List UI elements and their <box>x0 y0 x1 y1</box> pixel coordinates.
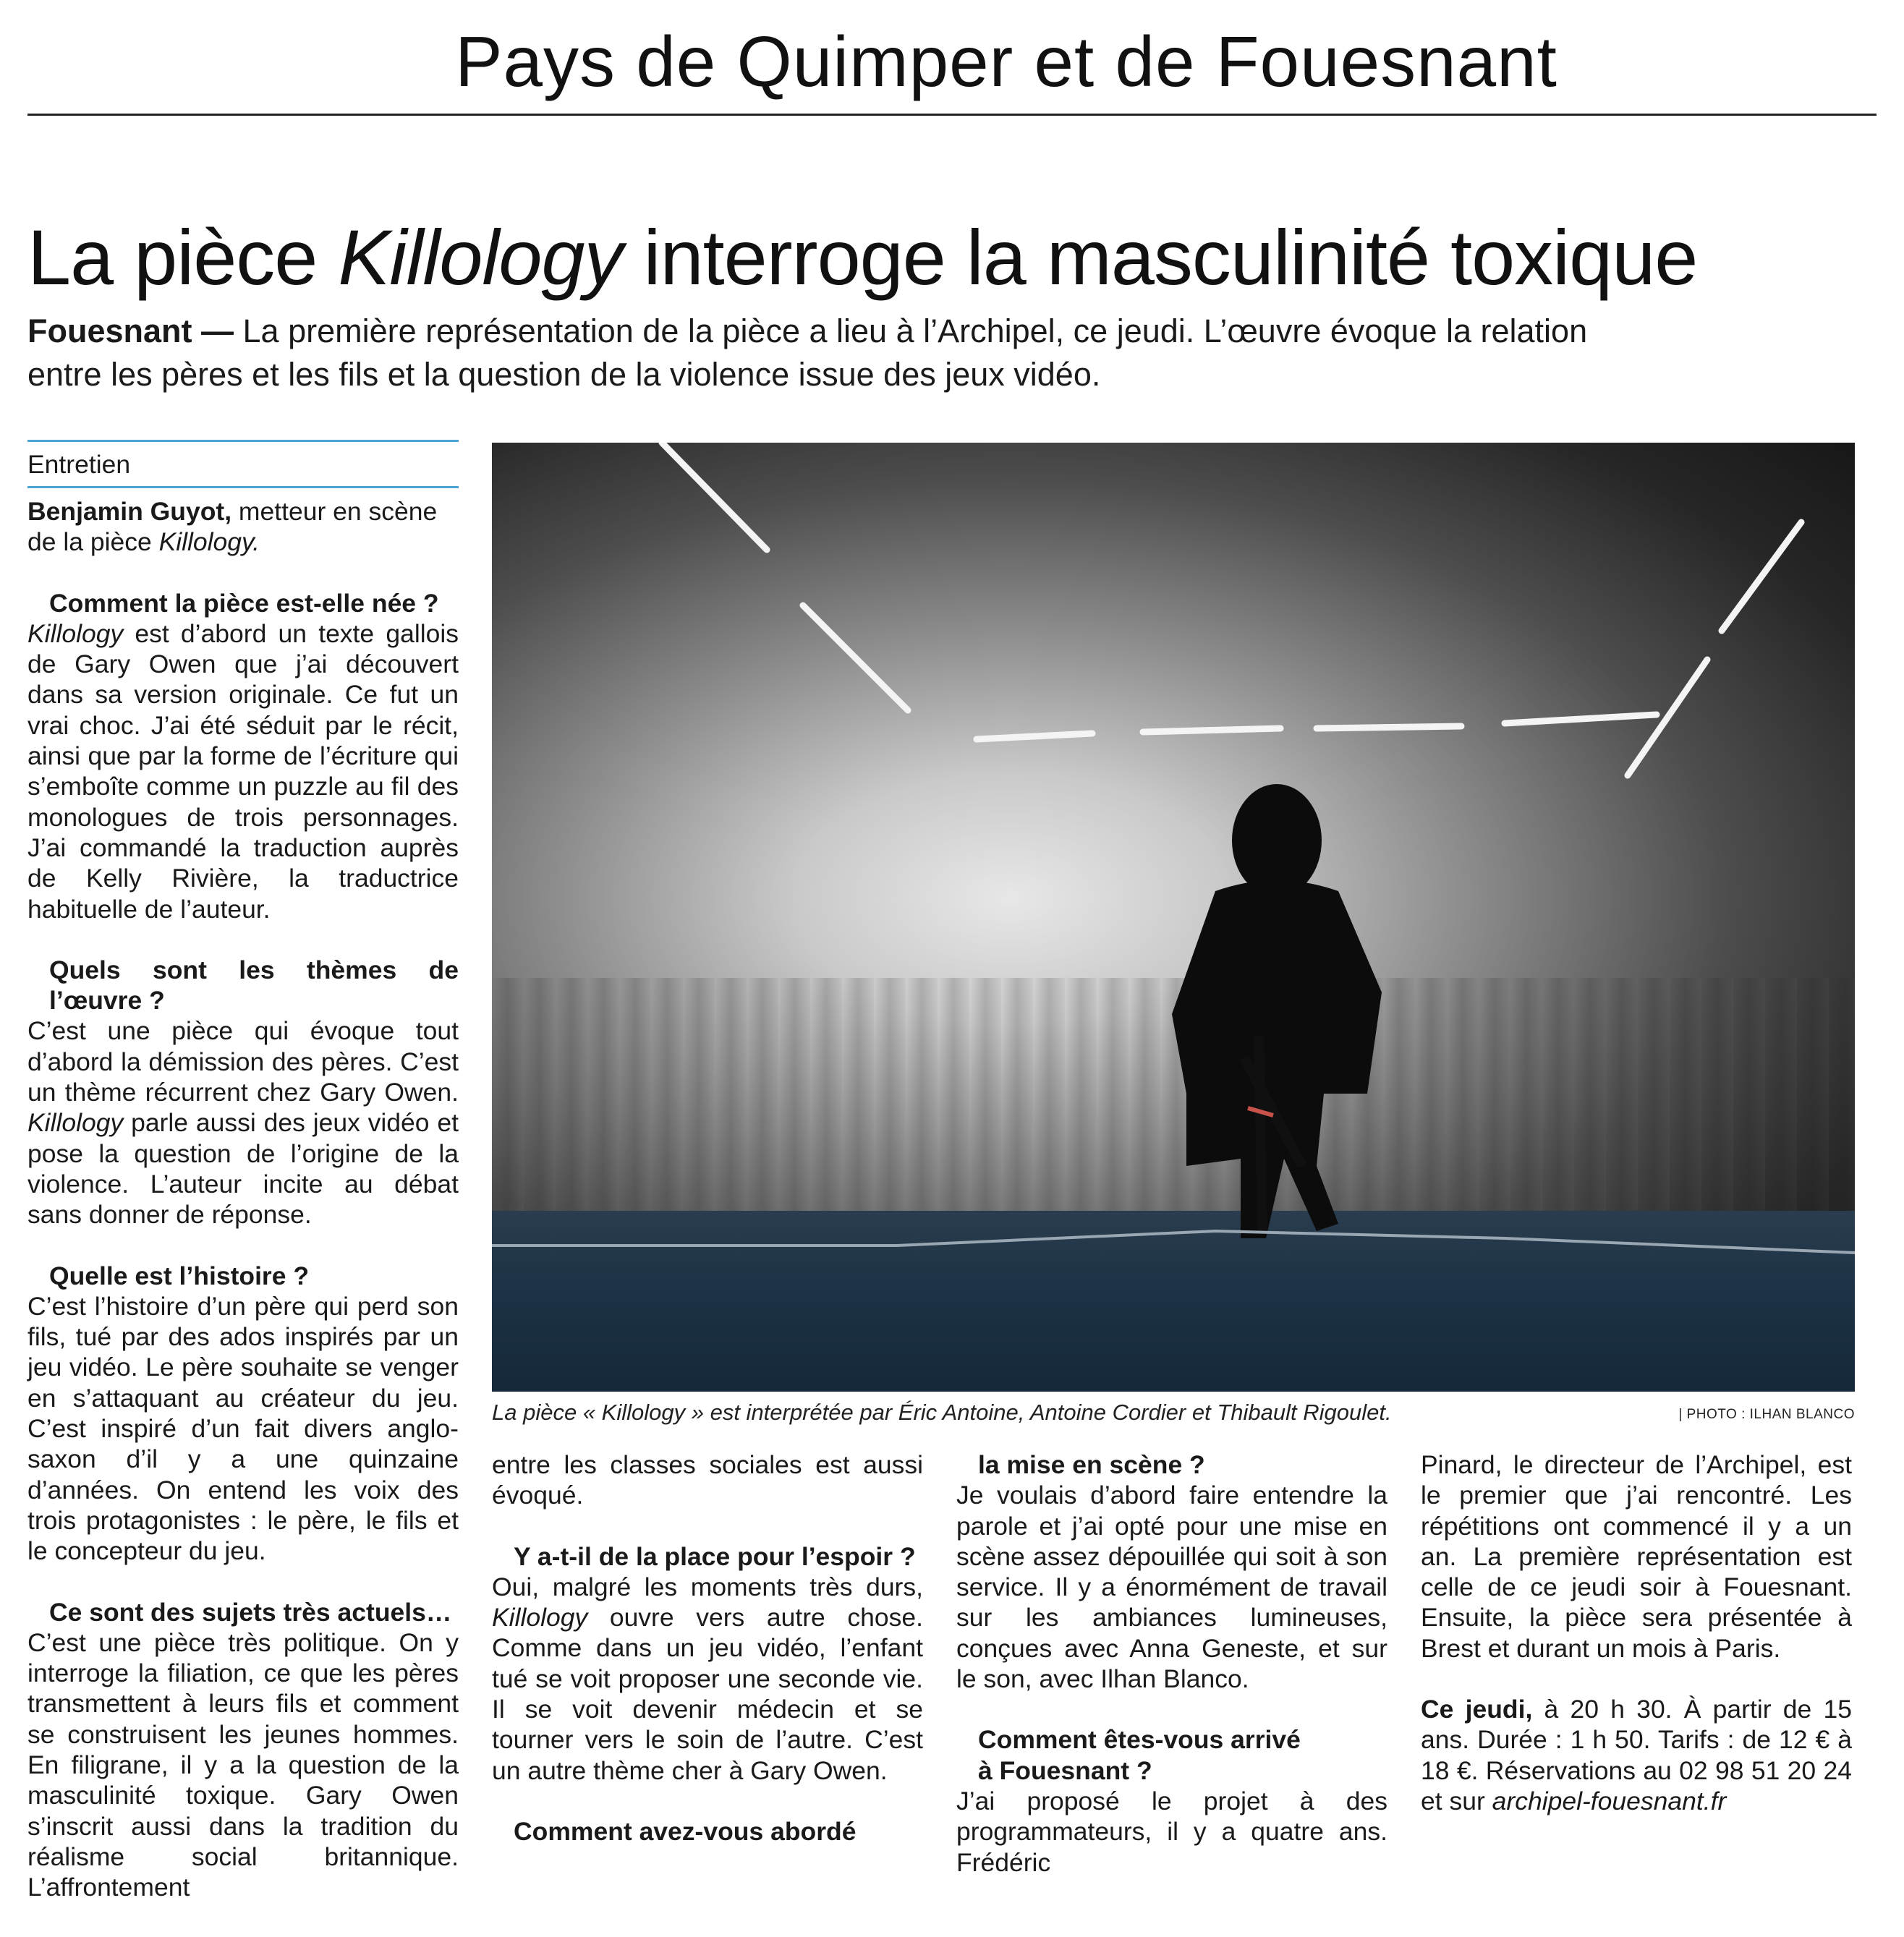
question-1: Comment la pièce est-elle née ? <box>49 588 439 618</box>
answer-5-text1: Oui, malgré les moments très durs, <box>492 1572 923 1601</box>
answer-1-text: est d’abord un texte gallois de Gary Owen que j’ai découvert dans sa version originale. Ce fut un vrai choc. J’ai été séduit par le récit, ainsi que par la forme de l’écriture qui s’emboîte comme un puzzle au fil des monologues de trois personnages. J’ai commandé la traduction auprès de Kelly Rivière, la traductrice habituelle de l’auteur. <box>27 618 459 924</box>
interviewee-name: Benjamin Guyot, <box>27 497 232 526</box>
intro-play-title: Killology. <box>158 527 260 557</box>
website-link[interactable]: archipel-fouesnant.fr <box>1492 1786 1727 1815</box>
section-rule <box>27 114 1877 116</box>
theatre-stage-photo <box>492 443 1855 1392</box>
stage-scene-svg <box>492 443 1855 1392</box>
label-rule-top <box>27 440 459 442</box>
answer-7-part1: J’ai proposé le projet à des programmateurs, il y a quatre ans. Frédéric <box>956 1786 1387 1877</box>
photo-caption: La pièce « Killology » est interprétée par Éric Antoine, Antoine Cordier et Thibault Rigoulet. <box>492 1400 1392 1425</box>
practical-info <box>1421 1694 1852 1816</box>
question-2: Quels sont les thèmes de l’œuvre ? <box>49 955 459 1016</box>
practical-info-date: Ce jeudi, <box>1421 1695 1533 1724</box>
column-3 <box>956 1449 1387 1878</box>
answer-2-text2: parle aussi des jeux vidéo et pose la question de l’origine de la violence. L’auteur incite au débat sans donner de réponse. <box>27 1108 459 1230</box>
answer-3: C’est l’histoire d’un père qui perd son fils, tué par des ados inspirés par un jeu vidéo. Le père souhaite se venger en s’attaquant au créateur du jeu. C’est inspiré d’un fait divers anglo-saxon d’il y a une quinzaine d’années. On entend les voix des trois protagonistes : le père, le fils et le concepteur du jeu. <box>27 1291 459 1566</box>
practical-info-text: à 20 h 30. À partir de 15 ans. Durée : 1 h 50. Tarifs : de 12 € à 18 €. Réservations au 02 98 51 20 24 et sur <box>1421 1695 1852 1815</box>
question-6-part1: Comment avez-vous abordé <box>514 1816 857 1846</box>
intro <box>27 496 459 558</box>
question-3: Quelle est l’histoire ? <box>49 1261 310 1290</box>
answer-4-part1: C’est une pièce très politique. On y interroge la filiation, ce que les pères transmettent à leurs fils et comment se construisent les jeunes hommes. En filigrane, il y a la question de la masculinité toxique. Gary Owen s’inscrit aussi dans la tradition du réalisme social britannique. L’affrontement <box>27 1627 459 1902</box>
chapo-place: Fouesnant — <box>27 312 234 349</box>
question-7-part1: Comment êtes-vous arrivé <box>978 1725 1301 1755</box>
answer-4-part2: entre les classes sociales est aussi évoqué. <box>492 1450 923 1510</box>
question-7-part2: à Fouesnant ? <box>978 1755 1152 1785</box>
answer-5-text2: ouvre vers autre chose. Comme dans un jeu vidéo, l’enfant tué se voit proposer une seconde vie. Il se voit devenir médecin et se tourner vers le soin de l’autre. C’est un autre thème cher à Gary Owen. <box>492 1603 923 1785</box>
headline-start: La pièce <box>27 213 339 301</box>
answer-2-text1: C’est une pièce qui évoque tout d’abord la démission des pères. C’est un thème récurrent chez Gary Owen. <box>27 1016 459 1107</box>
label-rule-bottom <box>27 486 459 488</box>
interviewee-role: metteur en scène de la pièce <box>27 497 438 557</box>
answer-5-italic: Killology <box>492 1603 588 1632</box>
section-title: Pays de Quimper et de Fouesnant <box>455 22 1557 101</box>
headline-end: interroge la masculinité toxique <box>622 213 1698 301</box>
headline-play-title: Killology <box>338 213 623 301</box>
answer-7-part2: Pinard, le directeur de l’Archipel, est le premier que j’ai rencontré. Les répétitions ont commencé il y a un an. La première représentation est celle de ce jeudi soir à Fouesnant. Ensuite, la pièce sera présentée à Brest et durant un mois à Paris. <box>1421 1450 1852 1663</box>
answer-1 <box>27 618 459 924</box>
answer-1-italic: Killology <box>27 618 124 648</box>
stage-floor-line <box>492 1231 1855 1253</box>
chapo <box>27 310 1641 396</box>
answer-5 <box>492 1572 923 1786</box>
hooded-figure-on-bike <box>1172 784 1382 1238</box>
stage-light-bars <box>662 443 1801 775</box>
column-4 <box>1421 1449 1852 1816</box>
question-5: Y a-t-il de la place pour l’espoir ? <box>514 1541 916 1571</box>
chapo-text: La première représentation de la pièce a lieu à l’Archipel, ce jeudi. L’œuvre évoque la relation entre les pères et les fils et la question de la violence issue des jeux vidéo. <box>27 312 1588 393</box>
question-4: Ce sont des sujets très actuels… <box>49 1597 452 1627</box>
column-2 <box>492 1449 923 1847</box>
answer-2 <box>27 1016 459 1230</box>
question-6-part2: la mise en scène ? <box>978 1450 1205 1479</box>
interview-label: Entretien <box>27 450 131 479</box>
headline <box>27 214 1894 301</box>
photo-credit: | PHOTO : ILHAN BLANCO <box>1678 1407 1855 1422</box>
answer-2-italic: Killology <box>27 1108 124 1138</box>
answer-6: Je voulais d’abord faire entendre la parole et j’ai opté pour une mise en scène assez dépouillée qui soit à son service. Il y a énormément de travail sur les ambiances lumineuses, conçues avec Anna Geneste, et sur le son, avec Ilhan Blanco. <box>956 1481 1387 1694</box>
column-1 <box>27 496 459 1902</box>
